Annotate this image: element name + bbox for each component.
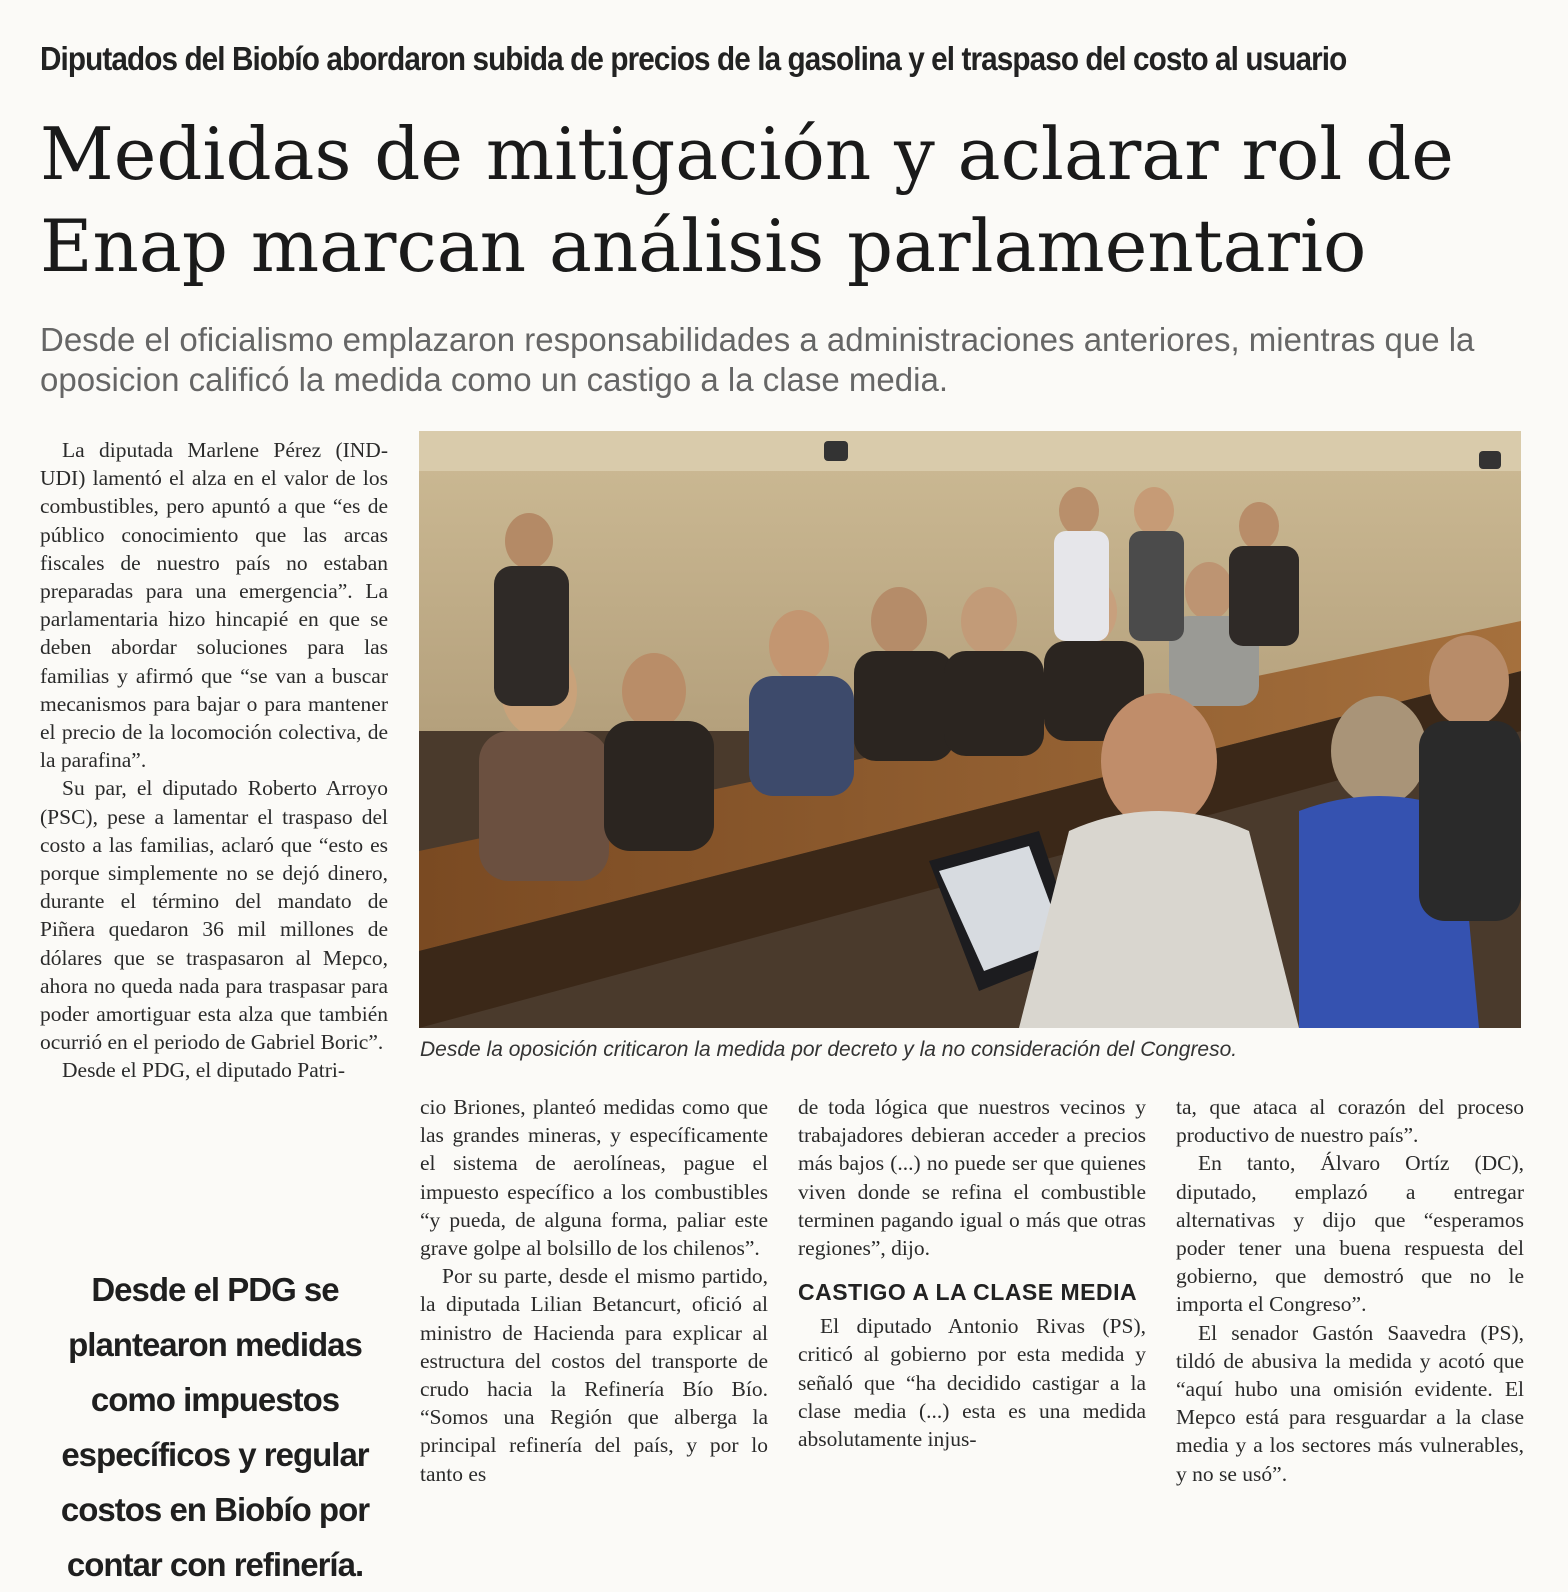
article-deck: Desde el oficialismo emplazaron responsabilidades a administraciones anteriores, mientras que la oposicion calificó la medida como un castigo a la clase media. [40, 321, 1475, 398]
body-paragraph: Por su parte, desde el mismo partido, la diputada Lilian Betancurt, ofició al ministro de Hacienda para explicar al estructura del costos del transporte de crudo hacia la Refinería Bío Bío. “Somos una Región que alberga la principal refinería del país, y por lo tanto es [420, 1264, 768, 1486]
pull-quote: Desde el PDG se plantearon medidas como impuestos específicos y regular costos en Biobío por contar con refinería. [60, 1271, 370, 1583]
body-paragraph: cio Briones, planteó medidas como que las grandes mineras, y específicamente el sistema de aerolíneas, pague el impuesto específico a los combustibles “y pueda, de alguna forma, paliar este grave golpe al bolsillo de los chilenos”. [420, 1095, 768, 1261]
photo-caption: Desde la oposición criticaron la medida por decreto y la no consideración del Congreso. [420, 1038, 1238, 1061]
article-headline: Medidas de mitigación y aclarar rol de Enap marcan análisis parlamentario [40, 112, 1454, 288]
body-paragraph: El senador Gastón Saavedra (PS), tildó de abusiva la medida y acotó que “aquí hubo una omisión evidente. El Mepco está para resguardar a la clase media y a los sectores más vulnerables, y no se usó”. [1176, 1320, 1524, 1486]
body-paragraph: ta, que ataca al corazón del proceso productivo de nuestro país”. [1176, 1095, 1524, 1148]
article-photo [419, 431, 1521, 1028]
body-column-3 [798, 1093, 1146, 1453]
body-paragraph: de toda lógica que nuestros vecinos y trabajadores debieran acceder a precios más bajos (...) no puede ser que quienes viven donde se refina el combustible terminen pagando igual o más que otras regiones”, dijo. [798, 1095, 1146, 1261]
body-column-1 [40, 436, 388, 1085]
body-paragraph: El diputado Antonio Rivas (PS), criticó al gobierno por esta medida y señaló que “ha decidido castigar a la clase media (...) esta es una medida absolutamente injus- [798, 1314, 1146, 1452]
body-paragraph: En tanto, Álvaro Ortíz (DC), diputado, emplazó a entregar alternativas y dijo que “esperamos poder tener una buena respuesta del gobierno, que demostró que no le importa el Congreso”. [1176, 1151, 1524, 1317]
body-paragraph: La diputada Marlene Pérez (IND-UDI) lamentó el alza en el valor de los combustibles, pero apuntó a que “es de público conocimiento que las arcas fiscales de nuestro país no estaban preparadas para una emergencia”. La parlamentaria hizo hincapié en que se deben abordar soluciones para las familias y afirmó que “se van a buscar mecanismos para bajar o para mantener el precio de la locomoción colectiva, de la parafina”. [40, 438, 388, 773]
body-paragraph: Desde el PDG, el diputado Patri- [62, 1058, 346, 1083]
body-column-4 [1176, 1093, 1524, 1488]
article-kicker: Diputados del Biobío abordaron subida de precios de la gasolina y el traspaso del costo al usuario [40, 40, 1347, 77]
section-subhead: CASTIGO A LA CLASE MEDIA [798, 1279, 1138, 1306]
body-paragraph: Su par, el diputado Roberto Arroyo (PSC), pese a lamentar el traspaso del costo a las familias, aclaró que “esto es porque simplemente no se dejó dinero, durante el término del mandato de Piñera quedaron 36 mil millones de dólares que se traspasaron al Mepco, ahora no queda nada para traspasar para poder amortiguar esta alza que también ocurrió en el periodo de Gabriel Boric”. [40, 776, 388, 1055]
body-column-2 [420, 1093, 768, 1488]
